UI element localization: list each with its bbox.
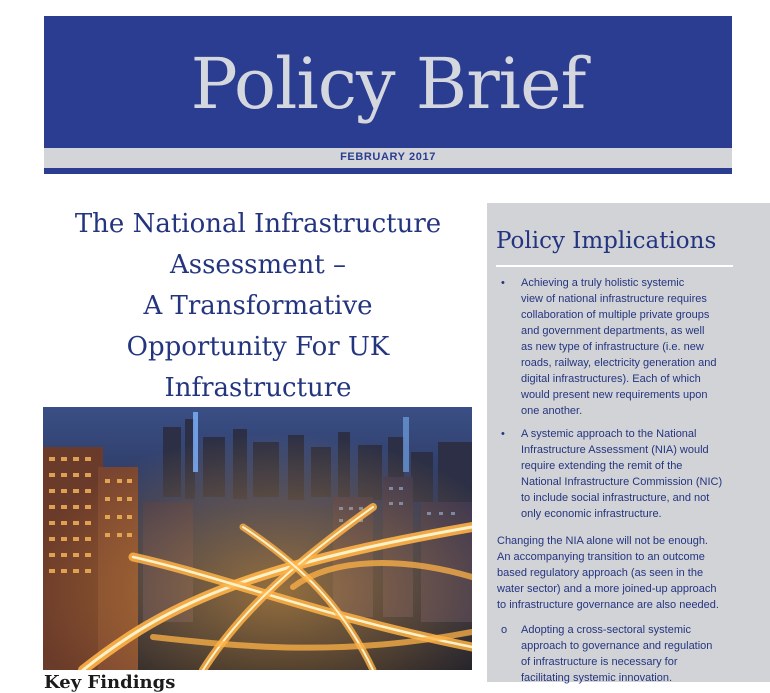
policy-bullet — [521, 275, 716, 419]
publication-title: Policy Brief — [190, 43, 586, 125]
policy-paragraph-line: to infrastructure governance are also needed. — [497, 599, 719, 611]
bullet-marker: • — [501, 428, 505, 440]
policy-sub-bullet-line: of infrastructure is necessary for — [521, 656, 678, 668]
brief-title-line: Infrastructure — [164, 373, 352, 403]
policy-sub-bullet-line: approach to governance and regulation — [521, 640, 713, 652]
header-divider — [44, 168, 732, 174]
policy-bullet-line: would present new requirements upon — [521, 389, 708, 401]
policy-bullet-line: collaboration of multiple private groups — [521, 309, 710, 321]
publication-date: FEBRUARY 2017 — [340, 151, 436, 163]
key-findings-heading: Key Findings — [44, 672, 176, 693]
policy-paragraph-line: Changing the NIA alone will not be enough. — [497, 535, 708, 547]
policy-bullet-line: Infrastructure Assessment (NIA) would — [521, 444, 709, 456]
policy-paragraph-line: based regulatory approach (as seen in the — [497, 567, 704, 579]
sidebar-divider — [496, 265, 733, 267]
policy-implications-title: Policy Implications — [496, 228, 717, 254]
sub-bullet-marker: o — [501, 624, 508, 636]
policy-bullet-line: A systemic approach to the National — [521, 428, 697, 440]
policy-implications-panel — [487, 203, 770, 682]
policy-paragraph — [497, 533, 719, 613]
bullet-marker: • — [501, 277, 505, 289]
policy-bullet-line: roads, railway, electricity generation and — [521, 357, 717, 369]
header-banner — [44, 16, 732, 148]
policy-bullet-line: as new type of infrastructure (i.e. new — [521, 341, 704, 353]
policy-paragraph-line: water sector) and a more joined-up approach — [497, 583, 717, 595]
policy-bullet — [521, 426, 722, 522]
brief-title-line: Assessment – — [169, 250, 347, 280]
policy-bullet-line: only economic infrastructure. — [521, 508, 662, 520]
brief-title-line: The National Infrastructure — [74, 209, 442, 239]
policy-sub-bullet-line: Adopting a cross-sectoral systemic — [521, 624, 691, 636]
date-strip — [44, 148, 732, 168]
policy-bullet-line: digital infrastructures). Each of which — [521, 373, 701, 385]
policy-bullet-line: view of national infrastructure requires — [521, 293, 707, 305]
policy-sub-bullet-line: facilitating systemic innovation. — [521, 672, 673, 684]
brief-title-line: A Transformative — [143, 291, 373, 321]
policy-bullet-line: and government departments, as well — [521, 325, 705, 337]
policy-bullet-line: one another. — [521, 405, 583, 417]
policy-sub-bullet — [521, 622, 712, 686]
policy-bullet-line: National Infrastructure Commission (NIC) — [521, 476, 723, 488]
policy-bullet-line: require extending the remit of the — [521, 460, 683, 472]
city-highway-photo — [43, 407, 472, 670]
policy-bullet-line: to include social infrastructure, and not — [521, 492, 710, 504]
brief-title-line: Opportunity For UK — [126, 332, 390, 362]
policy-paragraph-line: An accompanying transition to an outcome — [497, 551, 705, 563]
policy-bullet-line: Achieving a truly holistic systemic — [521, 277, 685, 289]
night-city-illustration — [43, 407, 472, 670]
brief-title — [44, 204, 472, 409]
